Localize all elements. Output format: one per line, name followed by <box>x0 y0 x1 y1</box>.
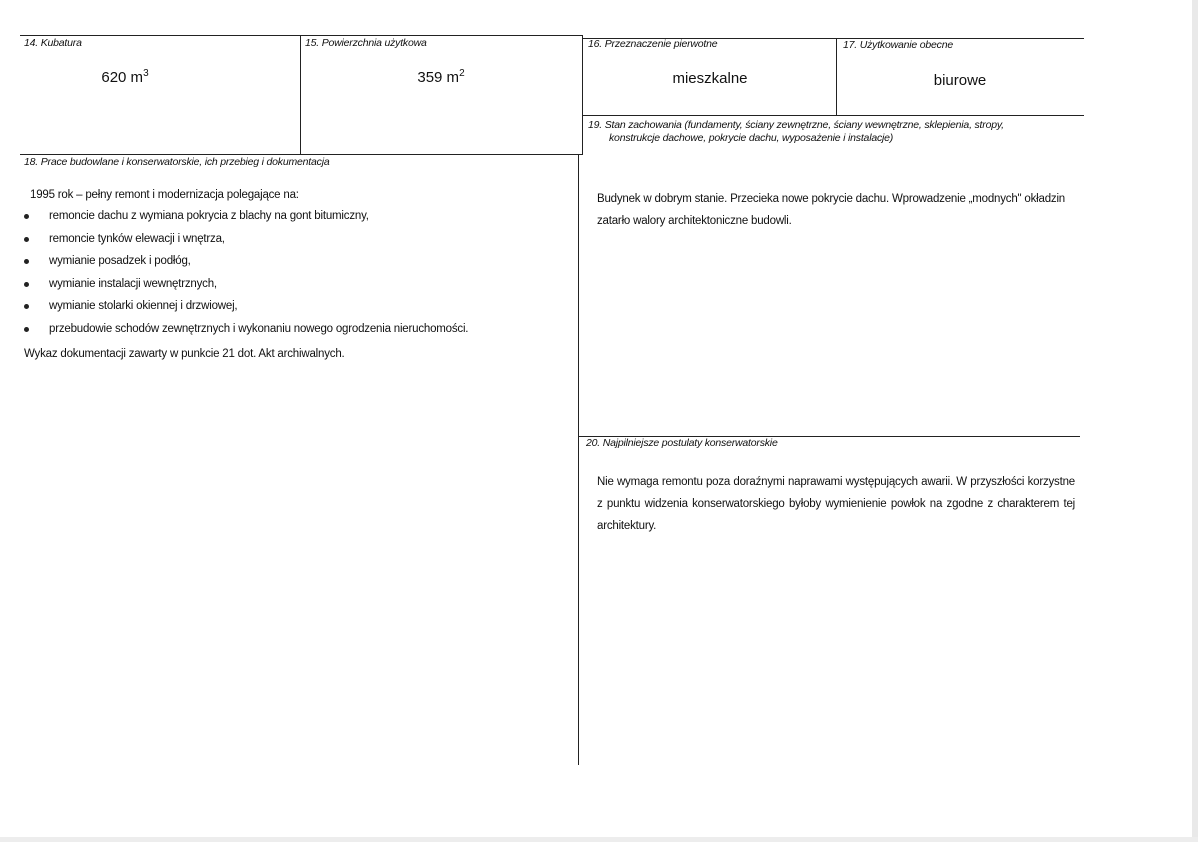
bullet-icon <box>24 304 29 309</box>
field-20-text: Nie wymaga remontu poza doraźnymi naprawami występujących awarii. W przyszłości korzystne z punktu widzenia konserwatorskiego byłoby wymienienie powłok na zgodne z charakterem tej architektury. <box>597 476 1075 532</box>
list-item-text: wymianie posadzek i podłóg, <box>49 255 191 267</box>
field-18-intro: 1995 rok – pełny remont i modernizacja polegające na: <box>30 189 299 201</box>
divider-main-lower <box>578 155 579 765</box>
list-item <box>24 254 468 277</box>
top-rule-left <box>20 35 582 36</box>
divider-14-15 <box>300 35 301 154</box>
bullet-icon <box>24 259 29 264</box>
list-item-text: remoncie tynków elewacji i wnętrza, <box>49 232 225 245</box>
field-16-value: mieszkalne <box>672 70 748 87</box>
field-18-label: 18. Prace budowlane i konserwatorskie, ich przebieg i dokumentacja <box>24 156 330 168</box>
field-15-label: 15. Powierzchnia użytkowa <box>305 37 427 49</box>
bullet-icon <box>24 282 29 287</box>
list-item <box>24 277 468 300</box>
list-item <box>24 232 468 255</box>
divider-main <box>582 35 583 155</box>
rule-under-16-17 <box>582 115 1084 116</box>
field-17-value: biurowe <box>933 72 987 89</box>
list-item-text: remoncie dachu z wymiana pokrycia z blachy na gont bitumiczny, <box>49 210 369 222</box>
field-14-value-text: 620 m <box>101 69 144 86</box>
field-14-value <box>60 68 190 86</box>
bullet-icon <box>24 327 29 332</box>
list-item <box>24 322 468 345</box>
field-18-list <box>24 209 468 344</box>
field-19-label-line1: 19. Stan zachowania (fundamenty, ściany zewnętrzne, ściany wewnętrzne, sklepienia, stropy, <box>588 119 1004 131</box>
list-item-text: wymianie instalacji wewnętrznych, <box>49 277 217 290</box>
list-item-text: przebudowie schodów zewnętrznych i wykonaniu nowego ogrodzenia nieruchomości. <box>49 322 469 335</box>
field-15-unit-sup: 2 <box>459 68 465 79</box>
field-17-label: 17. Użytkowanie obecne <box>843 39 954 51</box>
field-19-label-line2: konstrukcje dachowe, pokrycie dachu, wyposażenie i instalacje) <box>609 132 894 144</box>
bullet-icon <box>24 237 29 242</box>
field-19-text: Budynek w dobrym stanie. Przecieka nowe pokrycie dachu. Wprowadzenie „modnych" okładzin zatarło walory architektoniczne budowli. <box>597 193 1066 227</box>
field-20-label: 20. Najpilniejsze postulaty konserwatorskie <box>586 437 778 449</box>
list-item <box>24 299 468 322</box>
scan-edge-right <box>1192 0 1198 842</box>
field-15-value-text: 359 m <box>417 69 460 86</box>
list-item-text: wymianie stolarki okiennej i drzwiowej, <box>49 300 238 312</box>
rule-under-14-15 <box>20 154 582 155</box>
field-15-value <box>376 68 506 86</box>
list-item <box>24 209 468 232</box>
field-14-label: 14. Kubatura <box>24 37 82 49</box>
scan-edge-bottom <box>0 837 1198 842</box>
field-18-footer: Wykaz dokumentacji zawarty w punkcie 21 dot. Akt archiwalnych. <box>24 348 345 360</box>
bullet-icon <box>24 214 29 219</box>
divider-16-17 <box>836 38 837 115</box>
field-14-unit-sup: 3 <box>143 68 149 79</box>
field-16-label: 16. Przeznaczenie pierwotne <box>588 38 718 50</box>
